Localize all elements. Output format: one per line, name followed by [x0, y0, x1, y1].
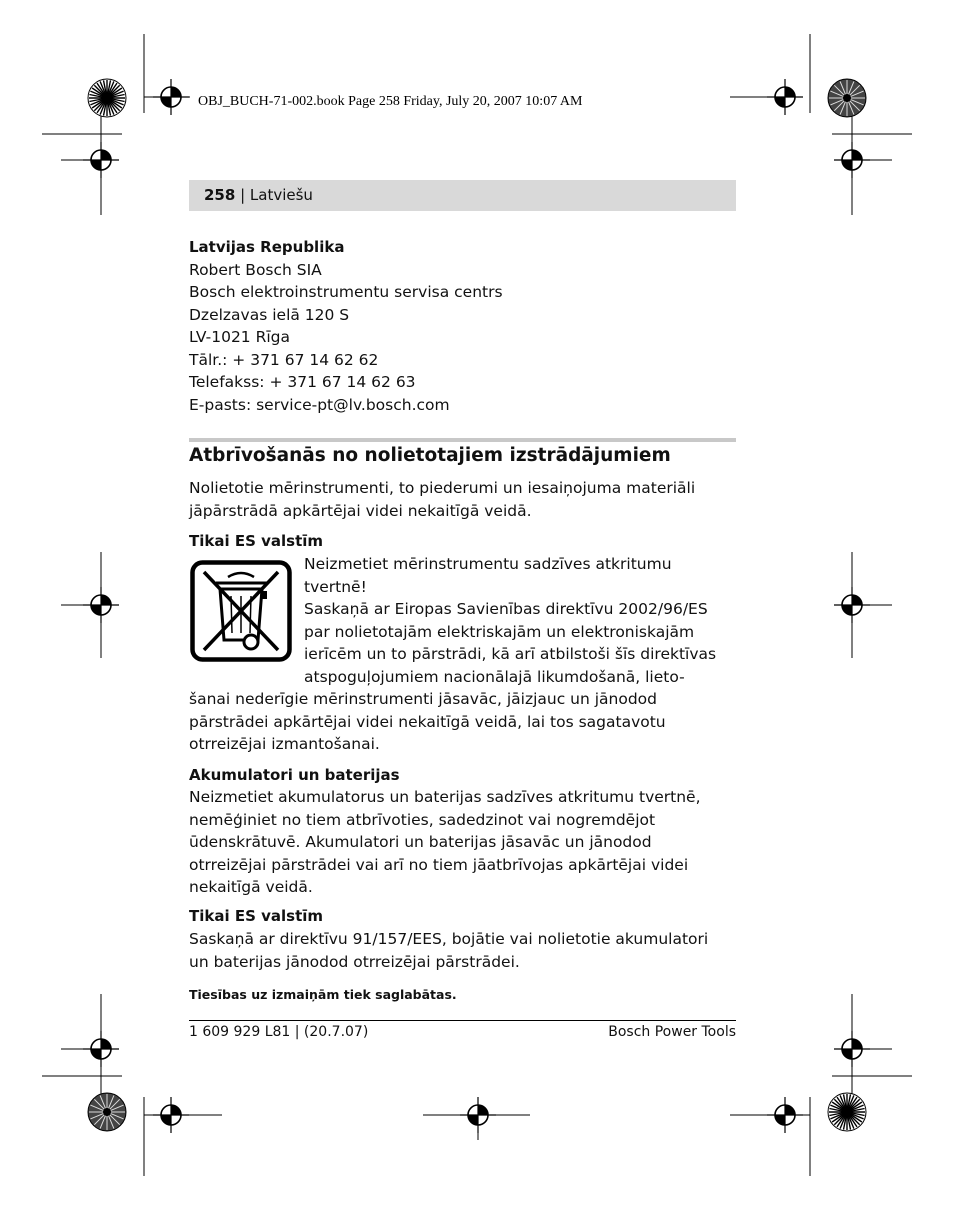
header-language: Latviešu	[249, 186, 313, 204]
batteries-text	[189, 786, 749, 899]
paragraph-line: jāpārstrādā apkārtējai videi nekaitīgā veidā.	[189, 501, 532, 520]
contact-line: Tālr.: + 371 67 14 62 62	[189, 350, 379, 369]
paragraph-line: Saskaņā ar direktīvu 91/157/EES, bojātie vai nolietotie akumulatori	[189, 930, 709, 948]
paragraph-line: par nolietotajām elektriskajām un elektroniskajām	[304, 622, 695, 641]
contact-line: LV-1021 Rīga	[189, 328, 291, 346]
disposal-intro	[189, 477, 749, 522]
contact-line: Telefakss: + 371 67 14 62 63	[189, 373, 416, 391]
paragraph-line: Neizmetiet akumulatorus un baterijas sadzīves atkritumu tvertnē,	[189, 788, 701, 806]
paragraph-line: nekaitīgā veidā.	[189, 878, 313, 896]
contact-country: Latvijas Republika	[189, 238, 345, 256]
contact-line: Bosch elektroinstrumentu servisa centrs	[189, 283, 503, 301]
paragraph-line: pārstrādei apkārtējai videi nekaitīgā veidā, lai tos sagatavotu	[189, 712, 666, 731]
contact-block	[189, 236, 749, 416]
header-separator: |	[235, 186, 250, 204]
contact-email: E-pasts: service-pt@lv.bosch.com	[189, 395, 450, 414]
paragraph-line: otrreizējai pārstrādei vai arī no tiem jāatbrīvojas apkārtējai videi	[189, 855, 689, 874]
eu-side-text	[304, 553, 744, 688]
page-number: 258	[204, 186, 236, 204]
paragraph-line: nemēģiniet no tiem atbrīvoties, sadedzinot vai nogremdējot	[189, 810, 656, 829]
paragraph-line: Nolietotie mērinstrumenti, to piederumi un iesaiņojuma materiāli	[189, 479, 696, 497]
paragraph-line: un baterijas jānodod otrreizējai pārstrādei.	[189, 952, 520, 971]
paragraph-line: Saskaņā ar Eiropas Savienības direktīvu 2002/96/ES	[304, 600, 708, 618]
batteries-heading: Akumulatori un baterijas	[189, 766, 400, 784]
footer-rule	[189, 1020, 736, 1021]
section-title: Atbrīvošanās no nolietotajiem izstrādājumiem	[189, 445, 671, 466]
eu-full-text	[189, 688, 749, 756]
eu-heading-2: Tikai ES valstīm	[189, 907, 324, 925]
contact-line: Robert Bosch SIA	[189, 260, 322, 279]
paragraph-line: otrreizējai izmantošanai.	[189, 735, 380, 753]
footer-right: Bosch Power Tools	[608, 1024, 736, 1040]
eu-heading: Tikai ES valstīm	[189, 532, 324, 550]
eu2-text	[189, 928, 749, 973]
print-header: OBJ_BUCH-71-002.book Page 258 Friday, July 20, 2007 10:07 AM	[198, 94, 583, 109]
paragraph-line: šanai nederīgie mērinstrumenti jāsavāc, jāizjauc un jānodod	[189, 690, 658, 708]
page-header	[189, 180, 736, 211]
contact-line: Dzelzavas ielā 120 S	[189, 305, 350, 324]
paragraph-line: atspoguļojumiem nacionālajā likumdošanā, lieto-	[304, 667, 685, 686]
footer-left: 1 609 929 L81 | (20.7.07)	[189, 1024, 369, 1040]
crossed-out-wheelie-bin-icon	[190, 560, 292, 662]
paragraph-line: ūdenskrātuvē. Akumulatori un baterijas jāsavāc un jānodod	[189, 833, 652, 851]
paragraph-line: Neizmetiet mērinstrumentu sadzīves atkritumu	[304, 555, 672, 573]
rights-note: Tiesības uz izmaiņām tiek saglabātas.	[189, 987, 457, 1002]
paragraph-line: ierīcēm un to pārstrādi, kā arī atbilstoši šīs direktīvas	[304, 645, 717, 663]
paragraph-line: tvertnē!	[304, 577, 367, 596]
section-divider	[189, 438, 736, 442]
